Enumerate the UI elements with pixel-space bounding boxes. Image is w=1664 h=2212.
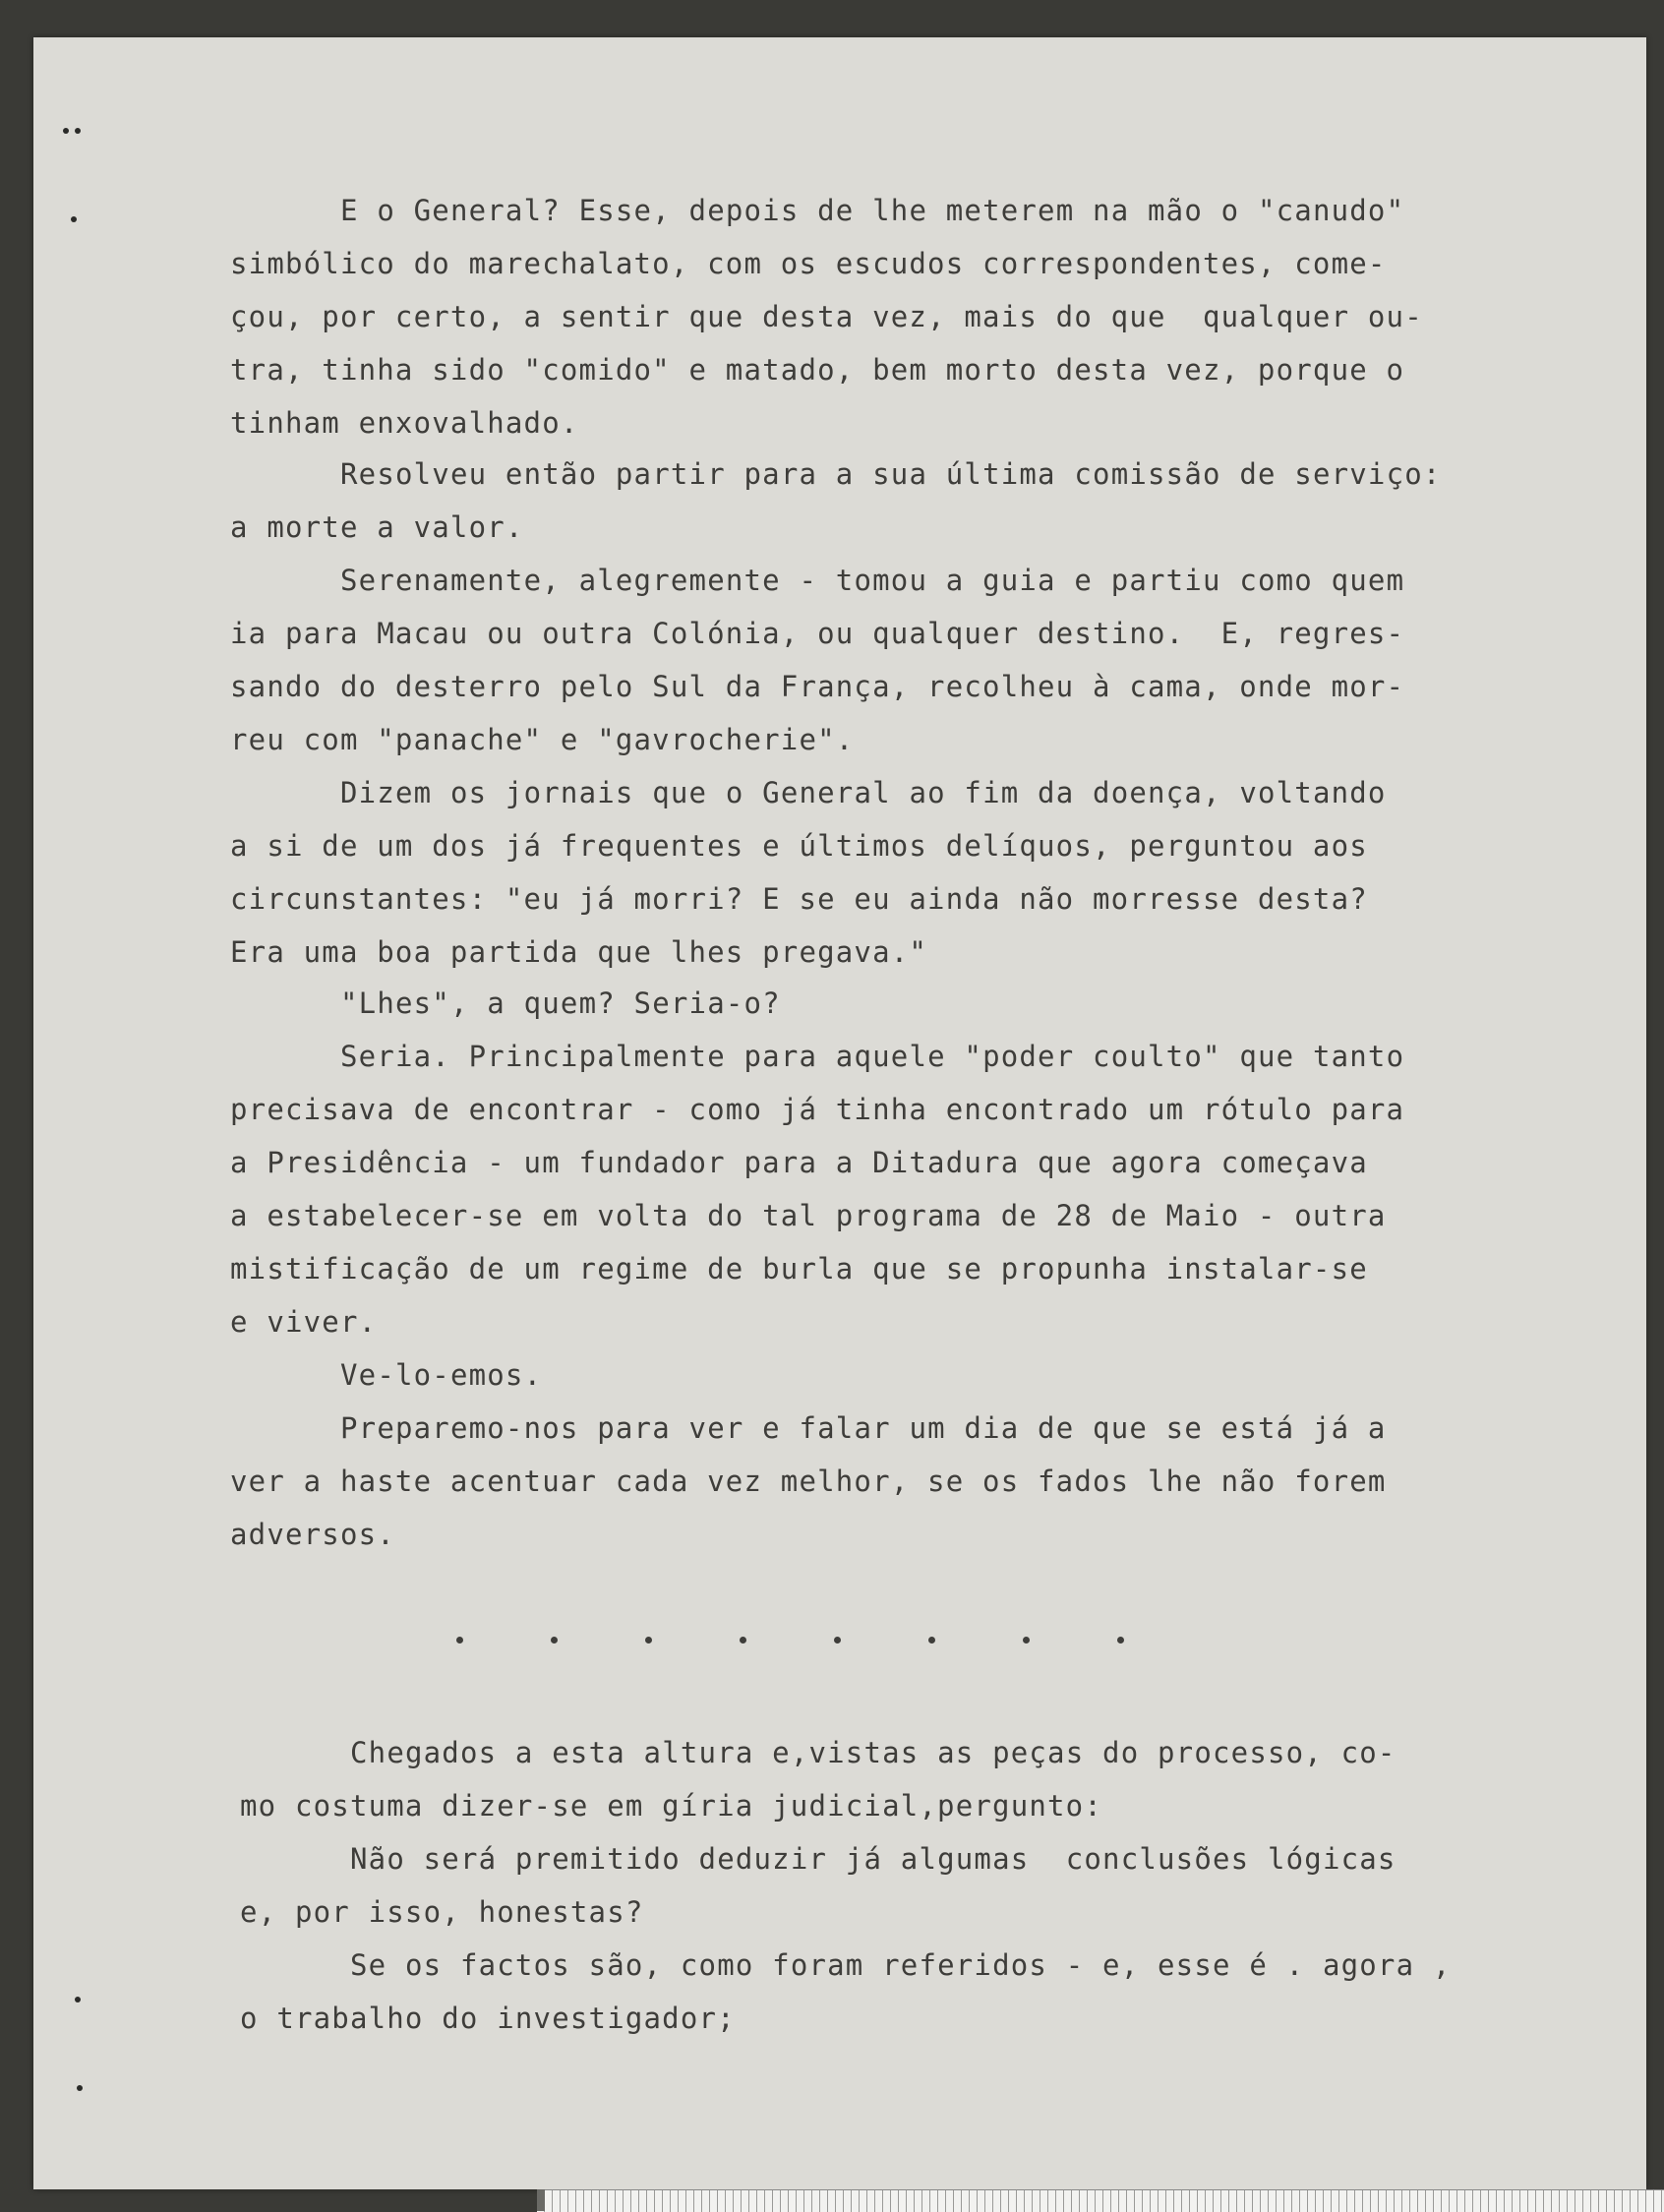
text-line: tra, tinha sido "comido" e matado, bem morto desta vez, porque o bbox=[230, 353, 1405, 387]
text-line: e viver. bbox=[230, 1305, 378, 1339]
text-line: Ve-lo-emos. bbox=[340, 1358, 543, 1392]
margin-mark bbox=[63, 128, 69, 134]
scale-ruler-end bbox=[537, 2189, 545, 2211]
text-line: Se os factos são, como foram referidos - e, esse é . agora , bbox=[350, 1948, 1452, 1982]
text-line: Preparemo-nos para ver e falar um dia de que se está já a bbox=[340, 1411, 1387, 1445]
text-line: ver a haste acentuar cada vez melhor, se os fados lhe não forem bbox=[230, 1465, 1387, 1498]
text-line: sando do desterro pelo Sul da França, recolheu à cama, onde mor- bbox=[230, 670, 1405, 703]
text-line: Não será premitido deduzir já algumas conclusões lógicas bbox=[350, 1842, 1397, 1876]
text-line: çou, por certo, a sentir que desta vez, mais do que qualquer ou- bbox=[230, 300, 1423, 333]
page-text bbox=[33, 37, 1646, 2189]
text-line: Dizem os jornais que o General ao fim da doença, voltando bbox=[340, 776, 1387, 809]
separator-dot bbox=[1117, 1637, 1124, 1644]
separator-dot bbox=[551, 1637, 558, 1644]
text-line: Chegados a esta altura e,vistas as peças do processo, co- bbox=[350, 1736, 1397, 1769]
margin-mark bbox=[75, 1997, 81, 2003]
text-line: a si de um dos já frequentes e últimos delíquos, perguntou aos bbox=[230, 829, 1368, 863]
margin-mark bbox=[77, 2085, 83, 2091]
text-line: o trabalho do investigador; bbox=[240, 2002, 736, 2035]
separator-dot bbox=[928, 1637, 935, 1644]
text-line: E o General? Esse, depois de lhe meterem na mão o "canudo" bbox=[340, 194, 1405, 227]
margin-mark bbox=[75, 128, 81, 134]
text-line: a morte a valor. bbox=[230, 510, 524, 544]
separator-dot bbox=[834, 1637, 841, 1644]
text-line: e, por isso, honestas? bbox=[240, 1895, 644, 1929]
text-line: a estabelecer-se em volta do tal programa de 28 de Maio - outra bbox=[230, 1199, 1387, 1232]
separator-dot bbox=[645, 1637, 652, 1644]
separator-dot bbox=[456, 1637, 463, 1644]
text-line: Serenamente, alegremente - tomou a guia e partiu como quem bbox=[340, 564, 1405, 597]
text-line: circunstantes: "eu já morri? E se eu ainda não morresse desta? bbox=[230, 882, 1368, 916]
text-line: ia para Macau ou outra Colónia, ou qualquer destino. E, regres- bbox=[230, 617, 1405, 650]
text-line: tinham enxovalhado. bbox=[230, 406, 579, 440]
text-line: Era uma boa partida que lhes pregava." bbox=[230, 935, 928, 969]
separator-dot bbox=[740, 1637, 746, 1644]
text-line: Resolveu então partir para a sua última comissão de serviço: bbox=[340, 457, 1442, 491]
text-line: a Presidência - um fundador para a Ditadura que agora começava bbox=[230, 1146, 1368, 1179]
text-line: simbólico do marechalato, com os escudos correspondentes, come- bbox=[230, 247, 1387, 280]
text-line: mo costuma dizer-se em gíria judicial,pergunto: bbox=[240, 1789, 1102, 1823]
margin-mark bbox=[71, 216, 77, 222]
text-line: "Lhes", a quem? Seria-o? bbox=[340, 986, 781, 1020]
text-line: reu com "panache" e "gavrocherie". bbox=[230, 723, 855, 756]
text-line: mistificação de um regime de burla que se propunha instalar-se bbox=[230, 1252, 1368, 1285]
separator-dot bbox=[1023, 1637, 1030, 1644]
typewritten-page bbox=[33, 37, 1646, 2189]
scale-ruler bbox=[537, 2189, 1664, 2212]
text-line: Seria. Principalmente para aquele "poder coulto" que tanto bbox=[340, 1040, 1405, 1073]
text-line: precisava de encontrar - como já tinha encontrado um rótulo para bbox=[230, 1093, 1405, 1126]
text-line: adversos. bbox=[230, 1518, 395, 1551]
